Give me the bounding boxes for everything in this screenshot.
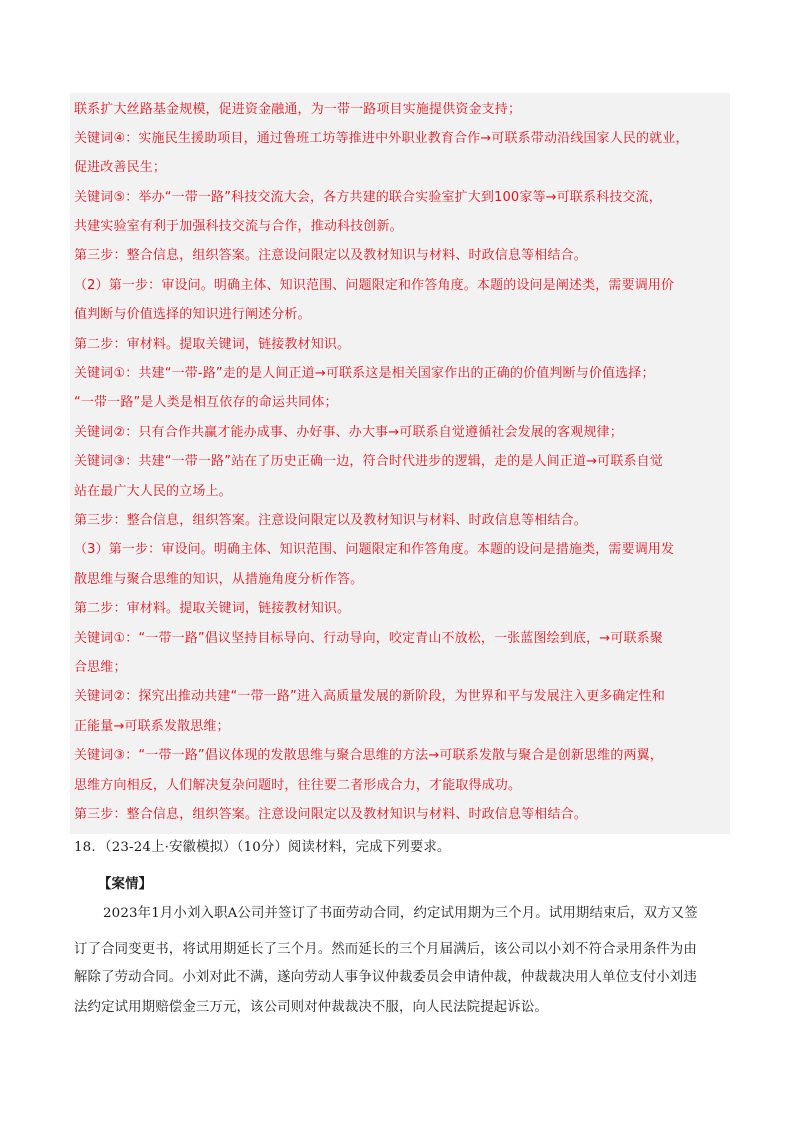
case-line: 解除了劳动合同。小刘对此不满，遂向劳动人事争议仲裁委员会申请仲裁，仲裁裁决用人单位支付小刘违 [74,970,697,985]
answer-line: 散思维与聚合思维的知识，从措施角度分析作答。 [74,572,364,587]
answer-line: 关键词②：探究出推动共建“一带一路”进入高质量发展的新阶段，为世界和平与发展注入更多确定性和 [74,689,666,704]
answer-line: （2）第一步：审设问。明确主体、知识范围、问题限定和作答角度。本题的设问是阐述类，需要调用价 [74,278,675,293]
answer-line: 关键词④：实施民生援助项目，通过鲁班工坊等推进中外职业教育合作→可联系带动沿线国家人民的就业， [74,131,689,146]
answer-line: 值判断与价值选择的知识进行阐述分析。 [74,307,311,322]
case-line: 法约定试用期赔偿金三万元，该公司则对仲裁裁决不服，向人民法院提起诉讼。 [74,1000,548,1015]
case-title: 【案情】 [98,876,153,892]
case-line: 订了合同变更书，将试用期延长了三个月。然而延长的三个月届满后，该公司以小刘不符合录用条件为由 [74,942,697,957]
answer-line: （3）第一步：审设问。明确主体、知识范围、问题限定和作答角度。本题的设问是措施类，需要调用发 [74,542,675,557]
case-line: 2023年1月小刘入职A公司并签订了书面劳动合同，约定试用期为三个月。试用期结束后，双方又签 [103,906,698,921]
answer-line: 关键词①：共建“一带-路”走的是人间正道→可联系这是相关国家作出的正确的价值判断与价值选择； [74,366,655,381]
answer-line: 第三步：整合信息，组织答案。注意设问限定以及教材知识与材料、时政信息等相结合。 [74,807,587,822]
answer-line: “一带一路”是人类是相互依存的命运共同体； [74,395,338,410]
answer-line: 联系扩大丝路基金规模，促进资金融通，为一带一路项目实施提供资金支持； [74,102,522,117]
answer-line: 关键词②：只有合作共赢才能办成事、办好事、办大事→可联系自觉遵循社会发展的客观规律； [74,425,623,440]
answer-line: 关键词③：“一带一路”倡议体现的发散思维与聚合思维的方法→可联系发散与聚合是创新思维的两翼， [74,748,663,763]
answer-line: 第二步：审材料。提取关键词，链接教材知识。 [74,337,351,352]
answer-line: 关键词⑤：举办“一带一路”科技交流大会，各方共建的联合实验室扩大到100家等→可联系科技交流， [74,190,662,205]
answer-line: 第二步：审材料。提取关键词，链接教材知识。 [74,601,351,616]
answer-line: 共建实验室有利于加强科技交流与合作，推动科技创新。 [74,219,403,234]
answer-line: 关键词③：共建“一带一路”站在了历史正确一边，符合时代进步的逻辑，走的是人间正道→可联系自觉 [74,454,663,469]
answer-line: 促进改善民生； [74,160,167,175]
answer-line: 第三步：整合信息，组织答案。注意设问限定以及教材知识与材料、时政信息等相结合。 [74,513,587,528]
answer-line: 关键词①：“一带一路”倡议坚持目标导向、行动导向，咬定青山不放松，一张蓝图绘到底，→可联系聚 [74,631,663,646]
answer-line: 第三步：整合信息，组织答案。注意设问限定以及教材知识与材料、时政信息等相结合。 [74,248,587,263]
answer-line: 合思维； [74,660,127,675]
answer-line: 思维方向相反，人们解决复杂问题时，往往要二者形成合力，才能取得成功。 [74,778,522,793]
answer-line: 正能量→可联系发散思维； [74,719,230,734]
question-header: 18．（23-24上·安徽模拟）（10分）阅读材料，完成下列要求。 [74,840,451,855]
answer-line: 站在最广大人民的立场上。 [74,484,232,499]
